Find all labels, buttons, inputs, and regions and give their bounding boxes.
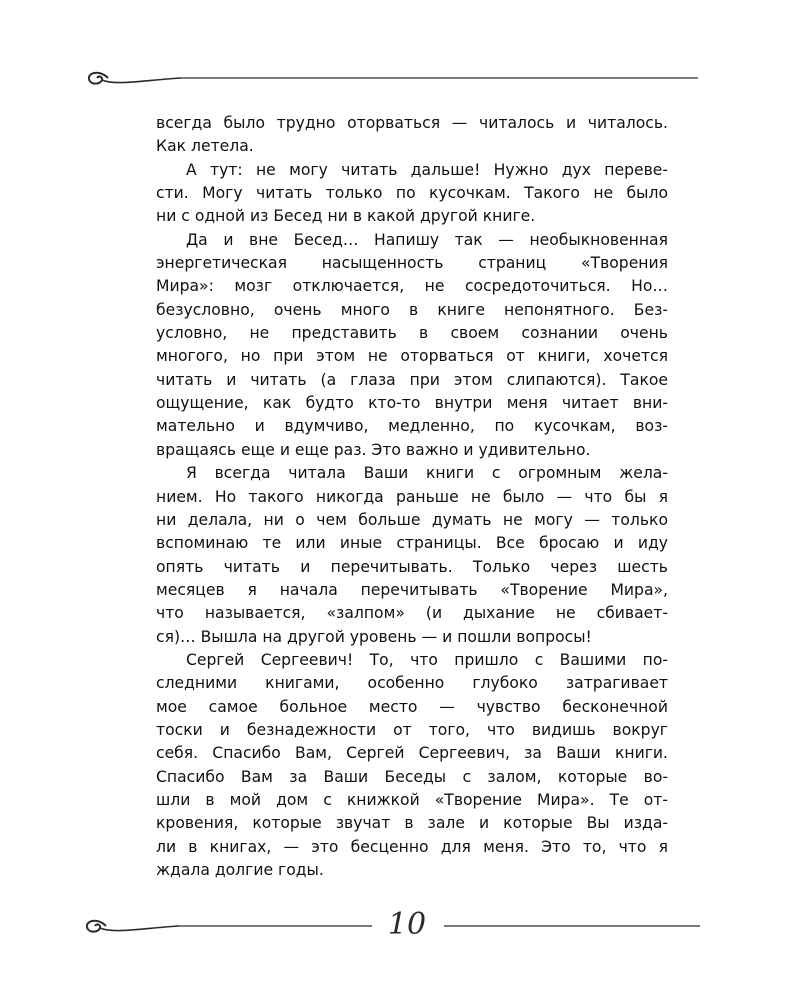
page-number: 10 — [372, 905, 442, 945]
text-line: Мира»: мозг отключается, не сосредоточиться. Но… — [156, 277, 668, 296]
text-line: мое самое больное место — чувство бесконечной — [156, 697, 668, 716]
text-line: Спасибо Вам за Ваши Беседы с залом, которые во- — [156, 767, 668, 786]
text-line: кровения, которые звучат в зале и которые Вы изда- — [156, 814, 668, 833]
text-line: многого, но при этом не оторваться от книги, хочется — [156, 347, 668, 366]
text-line: Да и вне Бесед… Напишу так — необыкновенная — [186, 230, 668, 249]
body-text — [156, 112, 668, 882]
text-line: ждала долгие годы. — [156, 861, 324, 879]
text-line: что называется, «залпом» (и дыхание не сбивает- — [156, 604, 668, 623]
header-swirl-ornament-icon — [86, 66, 698, 92]
text-line: энергетическая насыщенность страниц «Творения — [156, 254, 668, 273]
text-line: всегда было трудно оторваться — читалось и читалось. — [156, 114, 668, 132]
text-line: читать и читать (а глаза при этом слипаются). Такое — [156, 370, 668, 389]
text-line: Я всегда читала Ваши книги с огромным жела- — [186, 464, 668, 483]
text-line: ни делала, ни о чем больше думать не могу — только — [156, 510, 668, 529]
text-line: Как летела. — [156, 137, 254, 156]
text-line: себя. Спасибо Вам, Сергей Сергеевич, за Ваши книги. — [156, 744, 668, 763]
text-line: ни с одной из Бесед ни в какой другой книге. — [156, 207, 536, 226]
text-line: А тут: не могу читать дальше! Нужно дух переве- — [186, 160, 668, 179]
text-line: вращаясь еще и еще раз. Это важно и удивительно. — [156, 440, 591, 459]
text-line: вспоминаю те или иные страницы. Все бросаю и иду — [156, 534, 668, 553]
text-line: мательно и вдумчиво, медленно, по кусочкам, воз- — [156, 417, 668, 436]
text-line: опять читать и перечитывать. Только через шесть — [156, 557, 668, 576]
text-line: месяцев я начала перечитывать «Творение Мира», — [156, 580, 668, 599]
text-line: ся)… Вышла на другой уровень — и пошли вопросы! — [156, 627, 592, 646]
text-line: тоски и безнадежности от того, что видишь вокруг — [156, 720, 668, 739]
text-line: шли в мой дом с книжкой «Творение Мира». Те от- — [156, 790, 668, 809]
text-line: условно, не представить в своем сознании очень — [156, 324, 668, 343]
text-line: ли в книгах, — это бесценно для меня. Это то, что я — [156, 837, 668, 856]
text-line: Сергей Сергеевич! То, что пришло с Вашими по- — [186, 650, 668, 669]
text-line: сти. Могу читать только по кусочкам. Такого не было — [156, 184, 668, 203]
text-line: безусловно, очень много в книге непонятного. Без- — [156, 300, 668, 319]
text-line: следними книгами, особенно глубоко затрагивает — [156, 674, 668, 693]
text-line: нием. Но такого никогда раньше не было — что бы я — [156, 487, 668, 506]
text-line: ощущение, как будто кто-то внутри меня читает вни- — [156, 394, 668, 413]
